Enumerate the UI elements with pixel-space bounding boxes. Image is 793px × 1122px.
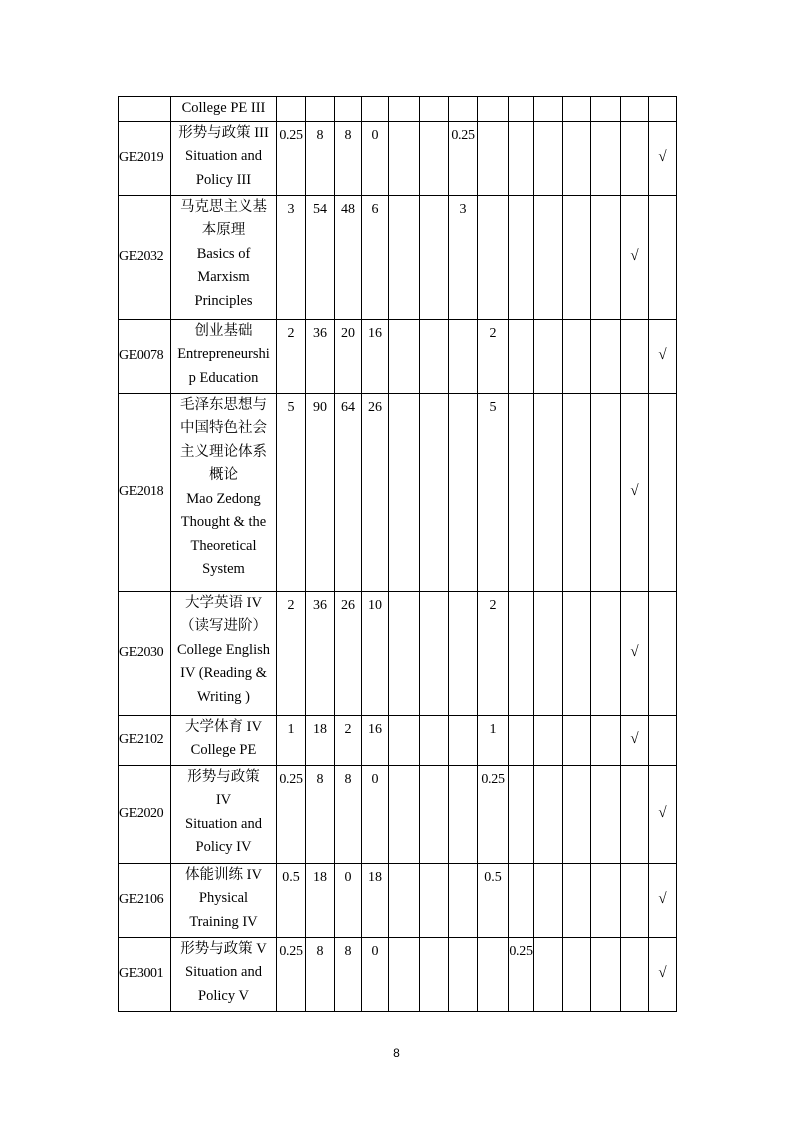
course-table-body	[119, 97, 677, 1012]
table-row	[119, 97, 677, 122]
total-hours-cell: 90	[306, 393, 335, 591]
course-name-line: 形势与政策 III	[178, 124, 269, 141]
semester-1-cell	[389, 591, 420, 715]
elective-check-cell	[649, 195, 677, 319]
credits-cell: 0.25	[277, 937, 306, 1011]
semester-4-cell: 2	[478, 591, 509, 715]
required-check-cell	[621, 863, 649, 937]
semester-4-cell: 0.25	[478, 765, 509, 863]
elective-check-cell: √	[649, 863, 677, 937]
semester-8-cell	[591, 591, 621, 715]
total-hours-cell: 36	[306, 591, 335, 715]
semester-6-cell	[534, 937, 563, 1011]
lecture-hours-cell	[335, 97, 362, 122]
semester-8-cell	[591, 863, 621, 937]
required-check-cell	[621, 97, 649, 122]
course-code-cell: GE2030	[119, 591, 171, 715]
semester-8-cell	[591, 937, 621, 1011]
credits-cell: 2	[277, 319, 306, 393]
course-code-cell: GE3001	[119, 937, 171, 1011]
semester-3-cell	[449, 863, 478, 937]
required-check-cell: √	[621, 195, 649, 319]
lecture-hours-cell: 48	[335, 195, 362, 319]
course-name-line: Principles	[194, 292, 253, 309]
course-name-line: 马克思主义基	[180, 198, 267, 215]
course-name-line: 本原理	[201, 222, 246, 238]
lecture-hours-cell: 2	[335, 715, 362, 765]
course-name-line: 大学英语 IV	[185, 594, 262, 611]
course-name-line: College PE III	[181, 100, 266, 116]
semester-8-cell	[591, 319, 621, 393]
course-name-line: Writing )	[197, 688, 250, 705]
course-name-line: 体能训练 IV	[185, 866, 262, 883]
semester-4-cell: 1	[478, 715, 509, 765]
practice-hours-cell	[362, 97, 389, 122]
elective-check-cell	[649, 591, 677, 715]
total-hours-cell: 18	[306, 715, 335, 765]
semester-5-cell	[509, 591, 534, 715]
course-code-cell: GE2032	[119, 195, 171, 319]
table-row	[119, 715, 677, 765]
semester-5-cell	[509, 393, 534, 591]
table-row	[119, 765, 677, 863]
course-name-cell	[171, 715, 277, 765]
semester-3-cell	[449, 393, 478, 591]
semester-6-cell	[534, 863, 563, 937]
semester-1-cell	[389, 319, 420, 393]
semester-1-cell	[389, 863, 420, 937]
course-name-line: p Education	[188, 369, 259, 386]
required-check-cell: √	[621, 591, 649, 715]
semester-6-cell	[534, 195, 563, 319]
semester-5-cell	[509, 121, 534, 195]
semester-6-cell	[534, 393, 563, 591]
semester-2-cell	[420, 937, 449, 1011]
lecture-hours-cell: 8	[335, 937, 362, 1011]
practice-hours-cell: 18	[362, 863, 389, 937]
semester-3-cell	[449, 937, 478, 1011]
course-name-line: Mao Zedong	[186, 490, 261, 507]
course-name-line: 毛泽东思想与	[180, 396, 267, 413]
semester-7-cell	[563, 97, 591, 122]
course-name-line: 概论	[209, 467, 238, 483]
course-code-cell: GE2018	[119, 393, 171, 591]
semester-6-cell	[534, 97, 563, 122]
semester-6-cell	[534, 765, 563, 863]
course-name-line: IV	[215, 792, 232, 808]
semester-5-cell	[509, 97, 534, 122]
lecture-hours-cell: 20	[335, 319, 362, 393]
required-check-cell: √	[621, 715, 649, 765]
course-name-line: College PE	[190, 742, 257, 758]
total-hours-cell	[306, 97, 335, 122]
credits-cell: 5	[277, 393, 306, 591]
semester-3-cell: 0.25	[449, 121, 478, 195]
course-name-line: Thought & the	[180, 514, 267, 530]
semester-6-cell	[534, 319, 563, 393]
lecture-hours-cell: 8	[335, 765, 362, 863]
elective-check-cell: √	[649, 765, 677, 863]
course-name-cell	[171, 765, 277, 863]
elective-check-cell: √	[649, 319, 677, 393]
semester-8-cell	[591, 715, 621, 765]
practice-hours-cell: 0	[362, 937, 389, 1011]
table-row	[119, 195, 677, 319]
course-name-line: Situation and	[185, 964, 262, 980]
practice-hours-cell: 16	[362, 319, 389, 393]
semester-7-cell	[563, 591, 591, 715]
semester-5-cell	[509, 319, 534, 393]
lecture-hours-cell: 8	[335, 121, 362, 195]
elective-check-cell	[649, 393, 677, 591]
course-code-cell: GE2020	[119, 765, 171, 863]
credits-cell: 0.25	[277, 765, 306, 863]
course-name-cell	[171, 97, 277, 122]
course-name-line: System	[202, 561, 245, 577]
total-hours-cell: 18	[306, 863, 335, 937]
semester-2-cell	[420, 121, 449, 195]
semester-3-cell	[449, 591, 478, 715]
semester-6-cell	[534, 591, 563, 715]
semester-2-cell	[420, 863, 449, 937]
elective-check-cell	[649, 97, 677, 122]
course-name-cell	[171, 591, 277, 715]
semester-8-cell	[591, 195, 621, 319]
semester-1-cell	[389, 937, 420, 1011]
semester-4-cell	[478, 97, 509, 122]
table-row	[119, 937, 677, 1011]
semester-7-cell	[563, 319, 591, 393]
semester-2-cell	[420, 97, 449, 122]
semester-4-cell: 0.5	[478, 863, 509, 937]
practice-hours-cell: 0	[362, 121, 389, 195]
semester-6-cell	[534, 715, 563, 765]
semester-5-cell	[509, 863, 534, 937]
page-number: 8	[393, 1046, 400, 1060]
course-name-line: 形势与政策	[187, 768, 260, 785]
course-name-line: Marxism	[197, 269, 250, 285]
course-name-line: 中国特色社会	[180, 420, 267, 436]
semester-7-cell	[563, 121, 591, 195]
elective-check-cell: √	[649, 937, 677, 1011]
course-name-line: 形势与政策 V	[180, 940, 267, 957]
course-name-line: Policy III	[195, 171, 252, 188]
course-name-cell	[171, 863, 277, 937]
practice-hours-cell: 0	[362, 765, 389, 863]
course-name-line: IV (Reading &	[180, 665, 267, 681]
course-code-cell	[119, 97, 171, 122]
table-row	[119, 393, 677, 591]
course-name-line: （读写进阶）	[180, 618, 267, 634]
credits-cell: 3	[277, 195, 306, 319]
course-name-line: Entrepreneurshi	[177, 346, 270, 362]
total-hours-cell: 36	[306, 319, 335, 393]
course-name-line: College English	[176, 641, 271, 658]
total-hours-cell: 8	[306, 765, 335, 863]
semester-5-cell: 0.25	[509, 937, 534, 1011]
course-name-line: Situation and	[185, 148, 262, 164]
practice-hours-cell: 16	[362, 715, 389, 765]
credits-cell: 2	[277, 591, 306, 715]
course-name-cell	[171, 319, 277, 393]
semester-1-cell	[389, 715, 420, 765]
semester-7-cell	[563, 765, 591, 863]
semester-5-cell	[509, 195, 534, 319]
semester-1-cell	[389, 765, 420, 863]
credits-cell: 1	[277, 715, 306, 765]
course-code-cell: GE2102	[119, 715, 171, 765]
required-check-cell	[621, 319, 649, 393]
course-name-line: Situation and	[185, 815, 262, 832]
course-code-cell: GE2106	[119, 863, 171, 937]
semester-2-cell	[420, 195, 449, 319]
course-code-cell: GE0078	[119, 319, 171, 393]
required-check-cell	[621, 765, 649, 863]
course-name-line: 创业基础	[194, 322, 253, 339]
semester-6-cell	[534, 121, 563, 195]
practice-hours-cell: 6	[362, 195, 389, 319]
semester-2-cell	[420, 715, 449, 765]
table-row	[119, 863, 677, 937]
semester-7-cell	[563, 937, 591, 1011]
semester-5-cell	[509, 715, 534, 765]
credits-cell: 0.5	[277, 863, 306, 937]
semester-3-cell	[449, 97, 478, 122]
semester-7-cell	[563, 863, 591, 937]
semester-2-cell	[420, 765, 449, 863]
total-hours-cell: 8	[306, 937, 335, 1011]
semester-2-cell	[420, 393, 449, 591]
course-name-line: Basics of	[196, 245, 251, 262]
semester-3-cell	[449, 319, 478, 393]
practice-hours-cell: 10	[362, 591, 389, 715]
semester-4-cell	[478, 937, 509, 1011]
semester-3-cell	[449, 765, 478, 863]
lecture-hours-cell: 64	[335, 393, 362, 591]
semester-2-cell	[420, 591, 449, 715]
course-table	[118, 96, 677, 1012]
semester-8-cell	[591, 121, 621, 195]
semester-7-cell	[563, 195, 591, 319]
course-name-cell	[171, 121, 277, 195]
lecture-hours-cell: 26	[335, 591, 362, 715]
semester-8-cell	[591, 393, 621, 591]
course-code-cell: GE2019	[119, 121, 171, 195]
total-hours-cell: 8	[306, 121, 335, 195]
semester-1-cell	[389, 195, 420, 319]
semester-7-cell	[563, 393, 591, 591]
course-name-line: Physical	[198, 890, 249, 906]
course-name-cell	[171, 393, 277, 591]
semester-4-cell	[478, 195, 509, 319]
credits-cell	[277, 97, 306, 122]
semester-1-cell	[389, 121, 420, 195]
required-check-cell	[621, 937, 649, 1011]
course-name-line: Theoretical	[190, 537, 257, 554]
course-name-line: Training IV	[189, 913, 258, 930]
table-row	[119, 121, 677, 195]
course-name-line: 大学体育 IV	[185, 718, 262, 735]
required-check-cell	[621, 121, 649, 195]
elective-check-cell: √	[649, 121, 677, 195]
course-name-cell	[171, 195, 277, 319]
semester-4-cell: 5	[478, 393, 509, 591]
required-check-cell: √	[621, 393, 649, 591]
course-name-line: Policy IV	[195, 839, 252, 855]
semester-4-cell: 2	[478, 319, 509, 393]
semester-5-cell	[509, 765, 534, 863]
total-hours-cell: 54	[306, 195, 335, 319]
credits-cell: 0.25	[277, 121, 306, 195]
elective-check-cell	[649, 715, 677, 765]
semester-7-cell	[563, 715, 591, 765]
course-name-line: 主义理论体系	[180, 443, 267, 460]
semester-3-cell	[449, 715, 478, 765]
semester-2-cell	[420, 319, 449, 393]
semester-8-cell	[591, 97, 621, 122]
table-row	[119, 319, 677, 393]
course-name-line: Policy V	[198, 987, 249, 1004]
semester-1-cell	[389, 97, 420, 122]
table-row	[119, 591, 677, 715]
semester-1-cell	[389, 393, 420, 591]
semester-8-cell	[591, 765, 621, 863]
course-name-cell	[171, 937, 277, 1011]
semester-3-cell: 3	[449, 195, 478, 319]
lecture-hours-cell: 0	[335, 863, 362, 937]
semester-4-cell	[478, 121, 509, 195]
practice-hours-cell: 26	[362, 393, 389, 591]
